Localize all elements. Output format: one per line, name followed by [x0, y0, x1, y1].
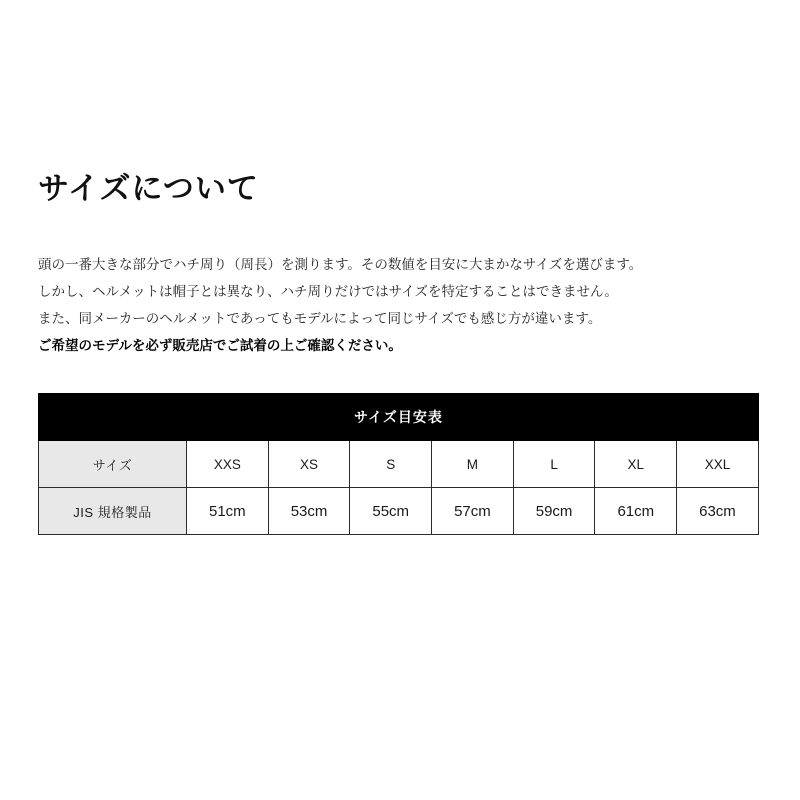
- size-chart-table: [38, 393, 759, 535]
- column-header-xl: XL: [595, 441, 677, 488]
- row-label-jis: JIS 規格製品: [39, 488, 187, 535]
- header-row-label: サイズ: [39, 441, 187, 488]
- column-header-xxs: XXS: [187, 441, 269, 488]
- column-header-xxl: XXL: [677, 441, 759, 488]
- cell-jis-xl: 61cm: [595, 488, 677, 535]
- column-header-s: S: [350, 441, 432, 488]
- intro-line-1: 頭の一番大きな部分でハチ周り（周長）を測ります。その数値を目安に大まかなサイズを選びます。: [38, 257, 643, 273]
- table-header-row: [39, 441, 759, 488]
- intro-paragraph: [38, 251, 762, 359]
- table-caption-row: [39, 394, 759, 441]
- cell-jis-l: 59cm: [513, 488, 595, 535]
- cell-jis-s: 55cm: [350, 488, 432, 535]
- table-row: [39, 488, 759, 535]
- page-title: サイズについて: [38, 171, 259, 206]
- column-header-l: L: [513, 441, 595, 488]
- cell-jis-xxl: 63cm: [677, 488, 759, 535]
- intro-emphasis-line: ご希望のモデルを必ず販売店でご試着の上ご確認ください。: [38, 338, 402, 354]
- intro-line-3: また、同メーカーのヘルメットであってもモデルによって同じサイズでも感じ方が違います。: [38, 311, 602, 327]
- column-header-xs: XS: [268, 441, 350, 488]
- cell-jis-m: 57cm: [432, 488, 514, 535]
- table-caption: サイズ目安表: [39, 394, 759, 441]
- column-header-m: M: [432, 441, 514, 488]
- intro-line-2: しかし、ヘルメットは帽子とは異なり、ハチ周りだけではサイズを特定することはできません。: [38, 284, 618, 300]
- content-container: [38, 170, 762, 535]
- cell-jis-xxs: 51cm: [187, 488, 269, 535]
- cell-jis-xs: 53cm: [268, 488, 350, 535]
